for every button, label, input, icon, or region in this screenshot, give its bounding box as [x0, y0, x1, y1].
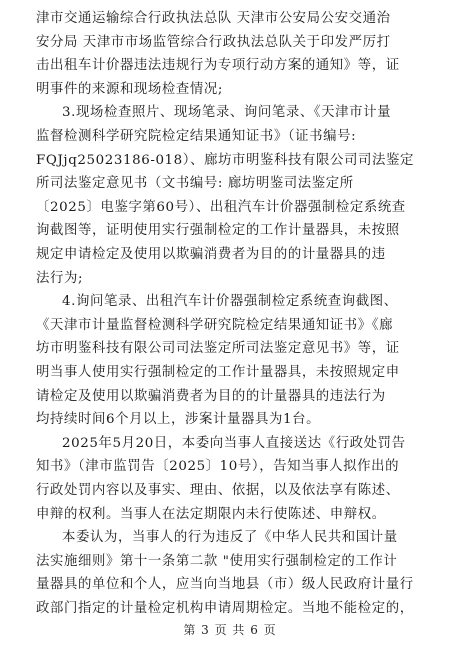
document-line: 申辩的权利。当事人在法定期限内未行使陈述、申辩权。: [36, 507, 386, 522]
document-line: 量器具的单位和个人，应当向当地县（市）级人民政府计量行: [36, 577, 414, 592]
document-line: 均持续时间6个月以上，涉案计量器具为1台。: [36, 412, 321, 427]
document-line: 3.现场检查照片、现场笔录、询问笔录、《天津市计量: [62, 105, 392, 120]
document-line: 询截图等，证明使用实行强制检定的工作计量器具，未按照: [36, 223, 400, 238]
document-line: FQJjq25023186-018）、廊坊市明鉴科技有限公司司法鉴定: [36, 153, 414, 168]
document-line: 《天津市计量监督检测科学研究院检定结果通知证书》《廊: [36, 318, 394, 333]
page-footer: 第 3 页 共 6 页: [183, 623, 277, 637]
document-line: 监督检测科学研究院检定结果通知证书》（证书编号:: [36, 129, 357, 144]
document-line: 规定申请检定及使用以欺骗消费者为目的的计量器具的违: [36, 247, 386, 262]
document-line: 明当事人使用实行强制检定的工作计量器具，未按照规定申: [36, 365, 400, 380]
document-line: 2025年5月20日，本委向当事人直接送达《行政处罚告: [62, 436, 406, 451]
document-line: 击出租车计价器违法违规行为专项行动方案的通知》等，证: [36, 58, 400, 73]
document-line: 行政处罚内容以及事实、理由、依据，以及依法享有陈述、: [36, 483, 400, 498]
document-line: 〔2025〕电鉴字第60号）、出租汽车计价器强制检定系统查: [36, 200, 406, 215]
document-line: 4.询问笔录、出租汽车计价器强制检定系统查询截图、: [62, 294, 398, 309]
document-line: 安分局 天津市市场监管综合行政执法总队关于印发严厉打: [36, 35, 391, 50]
document-line: 所司法鉴定意见书（文书编号: 廊坊明鉴司法鉴定所: [36, 176, 354, 191]
document-line: 政部门指定的计量检定机构申请周期检定。当地不能检定的，: [36, 601, 414, 616]
document-line: 津市交通运输综合行政执法总队 天津市公安局公安交通治: [36, 11, 391, 26]
document-line: 法行为;: [36, 271, 84, 286]
document-line: 明事件的来源和现场检查情况;: [36, 82, 223, 97]
document-line: 请检定及使用以欺骗消费者为目的的计量器具的违法行为: [36, 389, 386, 404]
document-line: 本委认为，当事人的行为违反了《中华人民共和国计量: [62, 530, 398, 545]
document-line: 知书》（津市监罚告〔2025〕10号），告知当事人拟作出的: [36, 459, 400, 474]
document-line: 法实施细则》第十一条第二款 "使用实行强制检定的工作计: [36, 554, 398, 569]
document-line: 坊市明鉴科技有限公司司法鉴定所司法鉴定意见书》等，证: [36, 341, 400, 356]
